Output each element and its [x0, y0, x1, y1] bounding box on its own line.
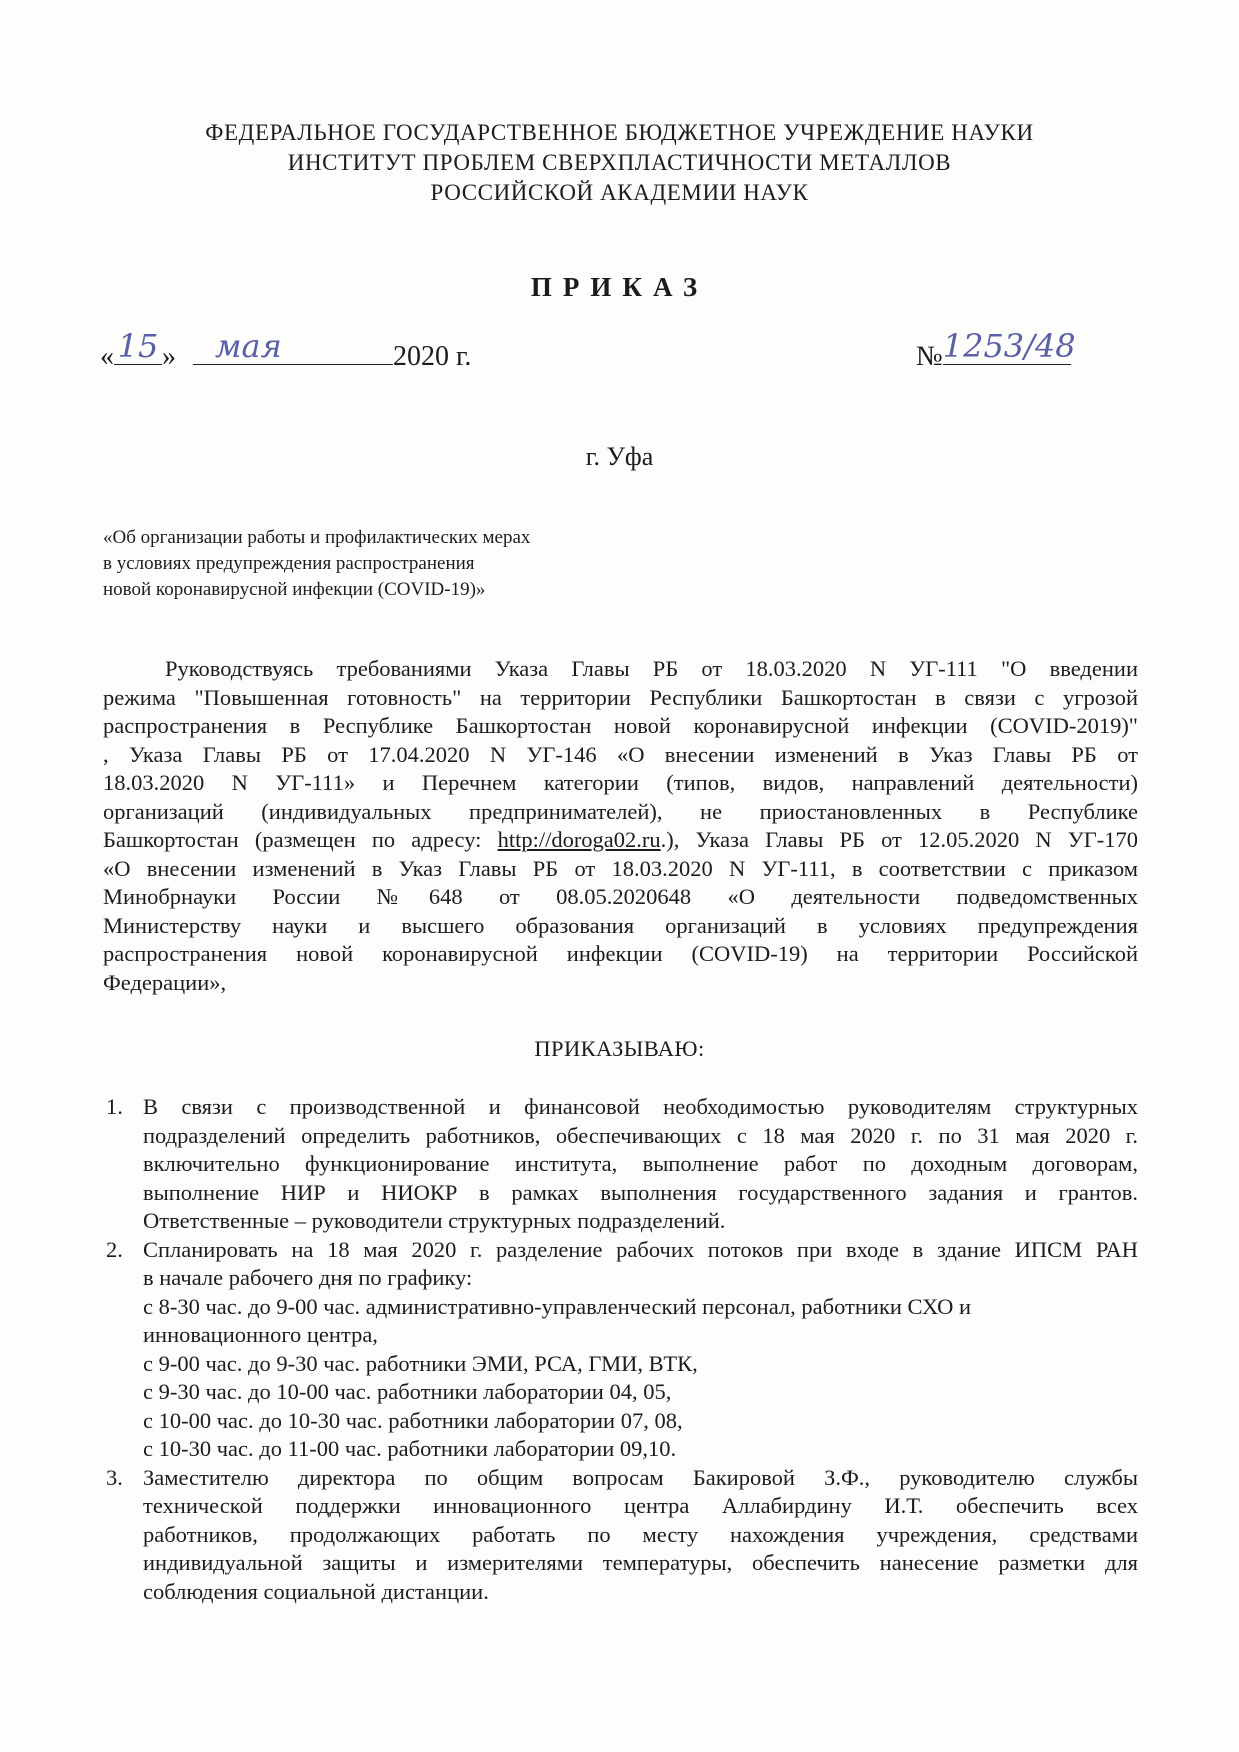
item-number: 1. — [106, 1094, 123, 1119]
preamble-line — [103, 826, 1138, 855]
item-line: выполнение НИР и НИОКР в рамках выполнения государственного задания и грантов. — [143, 1179, 1138, 1205]
subject-line-3: новой коронавирусной инфекции (COVID-19)» — [103, 579, 486, 600]
order-date — [100, 327, 472, 373]
item-line: с 8-30 час. до 9-00 час. административно-управленческий персонал, работники СХО и — [143, 1293, 971, 1319]
order-item — [103, 1236, 1138, 1464]
preamble-paragraph — [103, 655, 1138, 997]
order-word: ПРИКАЗЫВАЮ: — [534, 1036, 705, 1061]
item-number: 2. — [106, 1236, 123, 1262]
preamble-line: Министерству науки и высшего образования организаций в условиях предупреждения — [103, 912, 1138, 938]
subject-line-2: в условиях предупреждения распространения — [103, 553, 475, 574]
preamble-line: «О внесении изменений в Указ Главы РБ от 18.03.2020 N УГ-111, в соответствии с приказом — [103, 855, 1138, 881]
item-line: Спланировать на 18 мая 2020 г. разделение рабочих потоков при входе в здание ИПСМ РАН — [143, 1236, 1138, 1262]
item-line: Заместителю директора по общим вопросам Бакировой З.Ф., руководителю службы — [143, 1464, 1138, 1490]
item-number: 3. — [106, 1464, 123, 1490]
order-item — [103, 1464, 1138, 1607]
item-line: с 10-00 час. до 10-30 час. работники лаборатории 07, 08, — [143, 1407, 683, 1433]
preamble-text: .), Указа Главы РБ от 12.05.2020 N УГ-170 — [660, 827, 1138, 852]
order-items-list — [103, 1093, 1138, 1606]
date-close-quote: » — [162, 341, 176, 372]
organization-header — [100, 118, 1139, 208]
preamble-line: организаций (индивидуальных предпринимателей), не приостановленных в Республике — [103, 798, 1138, 824]
order-item — [103, 1093, 1138, 1236]
number-handwritten: 1253/48 — [942, 327, 1076, 365]
date-open-quote: « — [100, 341, 114, 372]
item-line: с 10-30 час. до 11-00 час. работники лаборатории 09,10. — [143, 1436, 677, 1461]
preamble-line: Федерации», — [103, 969, 227, 995]
preamble-text: Башкортостан (размещен по адресу: — [103, 827, 498, 852]
item-line: подразделений определить работников, обеспечивающих с 18 мая 2020 г. по 31 мая 2020 г. — [143, 1122, 1138, 1148]
subject-line-1: «Об организации работы и профилактических мерах — [103, 527, 531, 548]
number-prefix: № — [916, 341, 943, 372]
item-line: индивидуальной защиты и измерителями температуры, обеспечить нанесение разметки для — [143, 1550, 1138, 1575]
date-day-blank — [114, 327, 162, 365]
date-day-handwritten: 15 — [117, 327, 159, 365]
order-subject — [103, 525, 530, 603]
preamble-line: режима "Повышенная готовность" на территории Республики Башкортостан в связи с угрозой — [103, 684, 1138, 710]
org-line-3: РОССИЙСКОЙ АКАДЕМИИ НАУК — [430, 180, 809, 205]
date-year: 2020 г. — [393, 341, 472, 372]
item-line: с 9-30 час. до 10-00 час. работники лаборатории 04, 05, — [143, 1379, 672, 1404]
order-number — [916, 327, 1076, 373]
item-line: соблюдения социальной дистанции. — [143, 1578, 489, 1604]
preamble-line: Руководствуясь требованиями Указа Главы РБ от 18.03.2020 N УГ-111 "О введении — [165, 656, 1138, 681]
item-line: с 9-00 час. до 9-30 час. работники ЭМИ, РСА, ГМИ, ВТК, — [143, 1350, 698, 1376]
item-line: работников, продолжающих работать по месту нахождения учреждения, средствами — [143, 1521, 1138, 1547]
preamble-line: Минобрнауки России №648 от 08.05.2020648 «О деятельности подведомственных — [103, 884, 1138, 909]
doroga-link[interactable]: http://doroga02.ru — [497, 827, 661, 852]
org-line-2: ИНСТИТУТ ПРОБЛЕМ СВЕРХПЛАСТИЧНОСТИ МЕТАЛЛОВ — [287, 150, 952, 175]
city: г. Уфа — [585, 442, 654, 471]
item-line: В связи с производственной и финансовой необходимостью руководителям структурных — [143, 1094, 1138, 1119]
item-line: технической поддержки инновационного центра Аллабирдину И.Т. обеспечить всех — [143, 1493, 1138, 1518]
document-title: ПРИКАЗ — [530, 272, 709, 302]
date-month-handwritten: мая — [215, 327, 282, 365]
item-line: инновационного центра, — [143, 1322, 378, 1347]
number-blank — [942, 327, 1076, 365]
preamble-line: распространения новой коронавирусной инфекции (COVID-19) на территории Российской — [103, 941, 1138, 966]
preamble-line: , Указа Главы РБ от 17.04.2020 N УГ-146 «О внесении изменений в Указ Главы РБ от — [103, 741, 1138, 767]
preamble-line: распространения в Республике Башкортостан новой коронавирусной инфекции (COVID-2019)" — [103, 713, 1138, 738]
preamble-line: 18.03.2020 N УГ-111» и Перечнем категории (типов, видов, направлений деятельности) — [103, 770, 1138, 795]
item-line: в начале рабочего дня по графику: — [143, 1265, 473, 1290]
item-line: Ответственные – руководители структурных подразделений. — [143, 1208, 726, 1233]
org-line-1: ФЕДЕРАЛЬНОЕ ГОСУДАРСТВЕННОЕ БЮДЖЕТНОЕ УЧРЕЖДЕНИЕ НАУКИ — [205, 120, 1034, 145]
item-line: включительно функционирование института, выполнение работ по доходным договорам, — [143, 1151, 1138, 1176]
date-month-blank — [193, 327, 393, 365]
